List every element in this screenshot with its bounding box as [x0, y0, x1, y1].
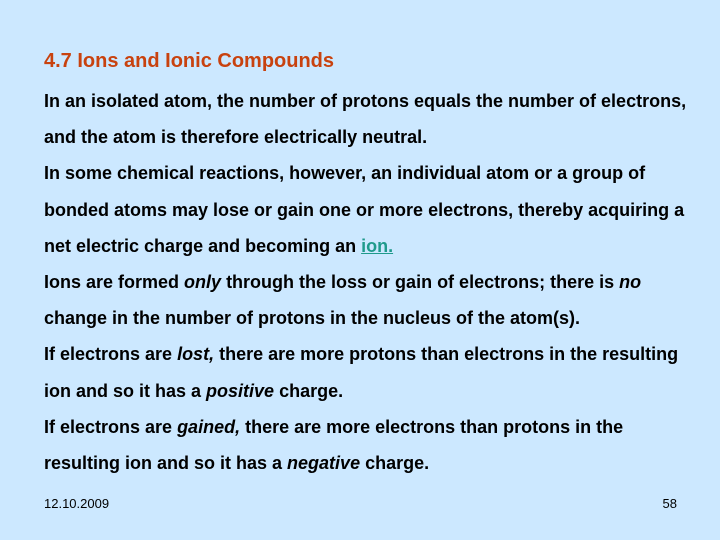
paragraph-electrons-lost — [44, 336, 704, 408]
ion-link[interactable]: ion. — [361, 235, 394, 256]
paragraph-text: If electrons are — [44, 416, 178, 437]
emphasis-text: lost, — [177, 344, 215, 365]
paragraph-text: change in the number of protons in the nucleus of the atom(s). — [44, 308, 581, 329]
page-number: 58 — [662, 496, 677, 511]
slide-title: 4.7 Ions and Ionic Compounds — [44, 50, 335, 72]
emphasis-text: positive — [206, 380, 275, 401]
paragraph-text: charge. — [360, 453, 430, 474]
paragraph-chemical-reactions — [44, 155, 704, 264]
emphasis-text: no — [619, 272, 642, 293]
paragraph-text: charge. — [274, 380, 344, 401]
paragraph-text: there are more protons than electrons in the resulting ion and so it has a — [44, 344, 679, 401]
emphasis-text: only — [184, 272, 222, 293]
emphasis-text: negative — [287, 453, 361, 474]
paragraph-electrons-gained — [44, 409, 704, 481]
paragraph-isolated-atom: In an isolated atom, the number of protons equals the number of electrons, and the atom is therefore electrically neutral. — [44, 91, 687, 148]
paragraph-text: Ions are formed — [44, 272, 185, 293]
footer-date: 12.10.2009 — [44, 496, 110, 511]
paragraph-text: through the loss or gain of electrons; there is — [221, 272, 620, 293]
paragraph-text: there are more electrons than protons in the resulting ion and so it has a — [44, 416, 624, 474]
slide-body — [44, 83, 704, 481]
paragraph-ion-formation — [44, 264, 704, 336]
paragraph-text: If electrons are — [44, 344, 178, 365]
paragraph-text: In some chemical reactions, however, an individual atom or a group of bonded atoms may lose or gain one or more electrons, thereby acquiring a net electric charge and becoming an — [44, 163, 685, 256]
emphasis-text: gained, — [177, 416, 241, 437]
